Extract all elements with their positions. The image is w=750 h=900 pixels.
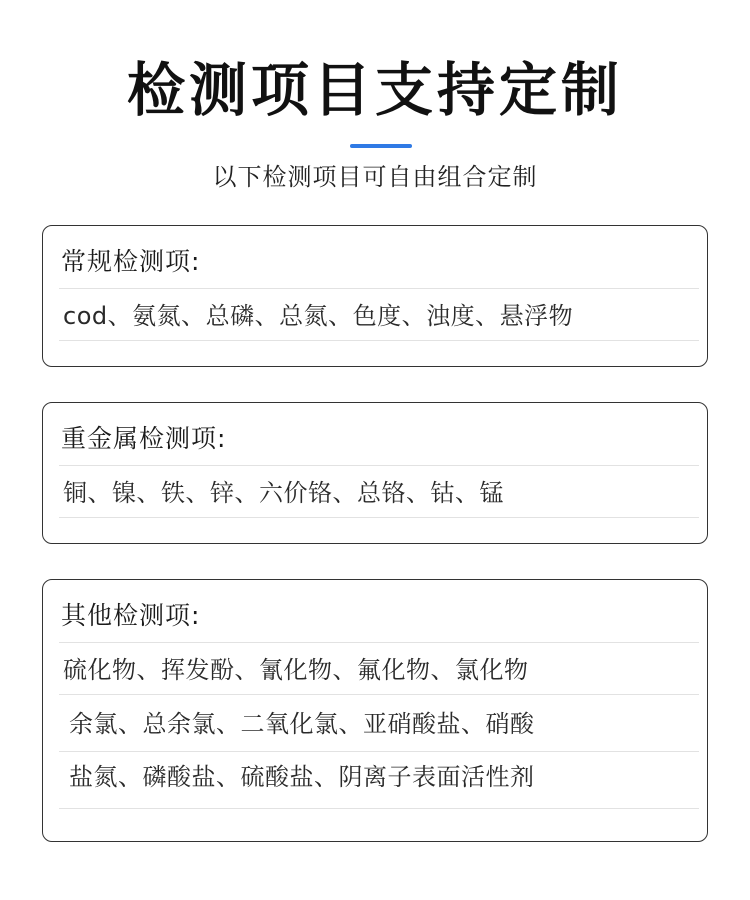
card-heading: 其他检测项: xyxy=(61,601,201,630)
divider xyxy=(59,340,699,341)
card-item-line: cod、氨氮、总磷、总氮、色度、浊度、悬浮物 xyxy=(63,302,574,330)
divider xyxy=(59,751,699,752)
card-item-line: 硫化物、挥发酚、氰化物、氟化物、氯化物 xyxy=(63,656,529,684)
card-item-line: 铜、镍、铁、锌、六价铬、总铬、钴、锰 xyxy=(63,479,504,507)
card-item-line: 盐氮、磷酸盐、硫酸盐、阴离子表面活性剂 xyxy=(69,763,535,791)
card-heavy-metal-items xyxy=(42,402,708,544)
page-title: 检测项目支持定制 xyxy=(126,56,623,124)
title-accent-bar xyxy=(350,144,412,148)
card-item-line: 余氯、总余氯、二氧化氯、亚硝酸盐、硝酸 xyxy=(69,710,535,738)
divider xyxy=(59,642,699,643)
card-heading: 常规检测项: xyxy=(61,247,201,276)
divider xyxy=(59,288,699,289)
divider xyxy=(59,694,699,695)
card-heading: 重金属检测项: xyxy=(61,424,227,453)
divider xyxy=(59,517,699,518)
divider xyxy=(59,465,699,466)
card-routine-items xyxy=(42,225,708,367)
page-subtitle: 以下检测项目可自由组合定制 xyxy=(212,163,538,191)
card-other-items xyxy=(42,579,708,842)
divider xyxy=(59,808,699,809)
